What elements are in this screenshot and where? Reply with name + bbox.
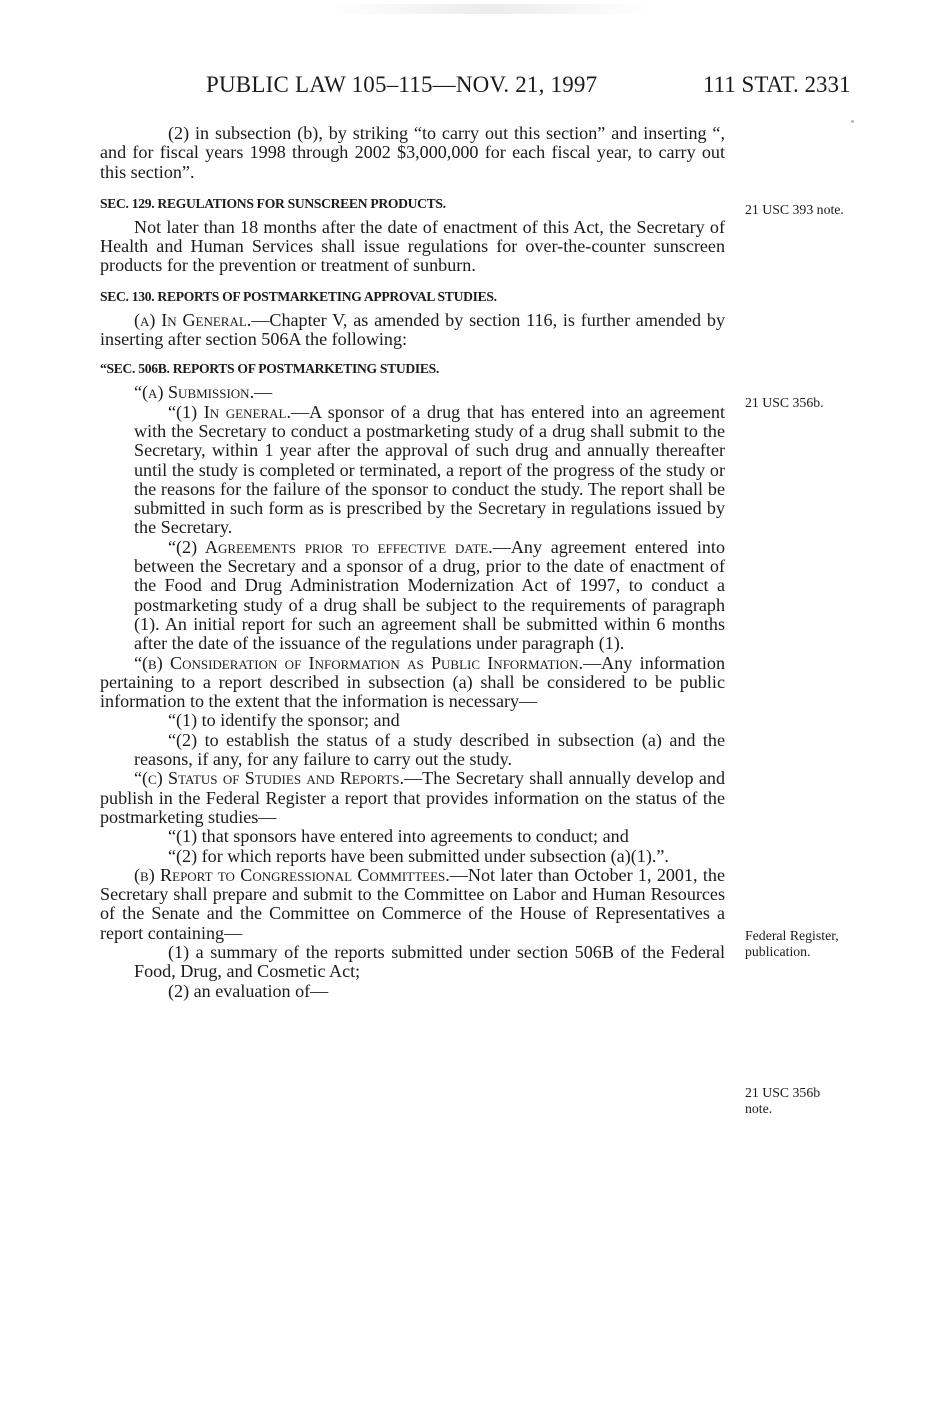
margin-note-356b-note (745, 1085, 820, 1116)
subsection-a-text: —Chapter V, as amended by section 116, is further amended by inserting after section 506A the following: (100, 309, 725, 350)
paragraph-b-label: “(b) Consideration of Information as Public Information. (134, 652, 584, 673)
scan-speck (851, 120, 854, 123)
paragraph-report-b (100, 866, 725, 943)
margin-note-393: 21 USC 393 note. (745, 202, 844, 217)
paragraph-a2 (134, 538, 725, 654)
section-129-text: Not later than 18 months after the date of enactment of this Act, the Secretary of Health and Human Services shall issue regulations for over-the-counter sunscreen products for the prevention or treatment of sunburn. (100, 216, 725, 276)
section-130-heading: SEC. 130. REPORTS OF POSTMARKETING APPROVAL STUDIES. (100, 288, 497, 304)
section-506b-heading: “SEC. 506B. REPORTS OF POSTMARKETING STUDIES. (100, 361, 440, 377)
paragraph-report-b-text: —Not later than October 1, 2001, the Secretary shall prepare and submit to the Committee on Labor and Human Resources of the Senate and the Committee on Commerce of the House of Representatives a report containing— (100, 864, 725, 943)
page-header-stat: 111 STAT. 2331 (703, 72, 851, 97)
margin-note-356b: 21 USC 356b. (745, 395, 824, 410)
paragraph-b (100, 654, 725, 712)
subsection-a-general (100, 311, 725, 350)
paragraph-c (100, 769, 725, 827)
margin-note-federal-register-line1: Federal Register, (745, 928, 839, 943)
body-text (100, 124, 725, 1001)
section-129-heading: SEC. 129. REGULATIONS FOR SUNSCREEN PRODUCTS. (100, 195, 446, 211)
margin-note-federal-register-line2: publication. (745, 943, 811, 959)
submission-dash: — (254, 382, 273, 403)
scan-artifact (330, 4, 650, 14)
paragraph-a1 (134, 403, 725, 538)
page-header-title: PUBLIC LAW 105–115—NOV. 21, 1997 (206, 72, 598, 97)
paragraph-c-label: “(c) Status of Studies and Reports. (134, 768, 405, 789)
paragraph-c2: “(2) for which reports have been submitted under subsection (a)(1).”. (168, 845, 669, 866)
paragraph-amendment: (2) in subsection (b), by striking “to carry out this section” and inserting “, and for fiscal years 1998 through 2002 $3,000,000 for each fiscal year, to carry out this section”. (100, 123, 725, 182)
paragraph-b1: “(1) to identify the sponsor; and (168, 710, 400, 731)
submission-label: “(a) Submission. (134, 382, 255, 403)
paragraph-c-text: —The Secretary shall annually develop and publish in the Federal Register a report that provides information on the status of the postmarketing studies— (100, 768, 725, 827)
paragraph-b2: “(2) to establish the status of a study described in subsection (a) and the reasons, if any, for any failure to carry out the study. (134, 729, 725, 770)
paragraph-report-b2: (2) an evaluation of— (168, 980, 329, 1001)
paragraph-b-text: —Any information pertaining to a report described in subsection (a) shall be considered to be public information to the extent that the information is necessary— (100, 652, 726, 712)
paragraph-c1: “(1) that sponsors have entered into agreements to conduct; and (168, 826, 629, 847)
margin-note-356b-note-line2: note. (745, 1100, 773, 1116)
paragraph-a1-label: “(1) In general. (168, 401, 291, 422)
paragraph-a2-text: —Any agreement entered into between the Secretary and a sponsor of a drug, prior to the date of enactment of the Food and Drug Administration Modernization Act of 1997, to conduct a postmarketing study of a drug shall be subject to the requirements of paragraph (1). An initial report for such an agreement shall be submitted within 6 months after the date of the issuance of the regulations under paragraph (1). (134, 536, 725, 654)
submission-heading (100, 383, 725, 402)
margin-note-federal-register (745, 928, 839, 959)
margin-note-356b-note-line1: 21 USC 356b (745, 1085, 821, 1100)
subsection-a-label: (a) In General. (134, 309, 252, 330)
paragraph-a1-text: —A sponsor of a drug that has entered into an agreement with the Secretary to conduct a postmarketing study of a drug shall submit to the Secretary, within 1 year after the approval of such drug and annually thereafter until the study is completed or terminated, a report of the progress of the study or the reasons for the failure of the sponsor to conduct the study. The report shall be submitted in such form as is prescribed by the Secretary in regulations issued by the Secretary. (134, 401, 725, 538)
paragraph-report-b1: (1) a summary of the reports submitted under section 506B of the Federal Food, Drug, and Cosmetic Act; (134, 941, 725, 982)
paragraph-report-b-label: (b) Report to Congressional Committees. (134, 864, 450, 885)
paragraph-a2-label: “(2) Agreements prior to effective date. (168, 536, 493, 557)
